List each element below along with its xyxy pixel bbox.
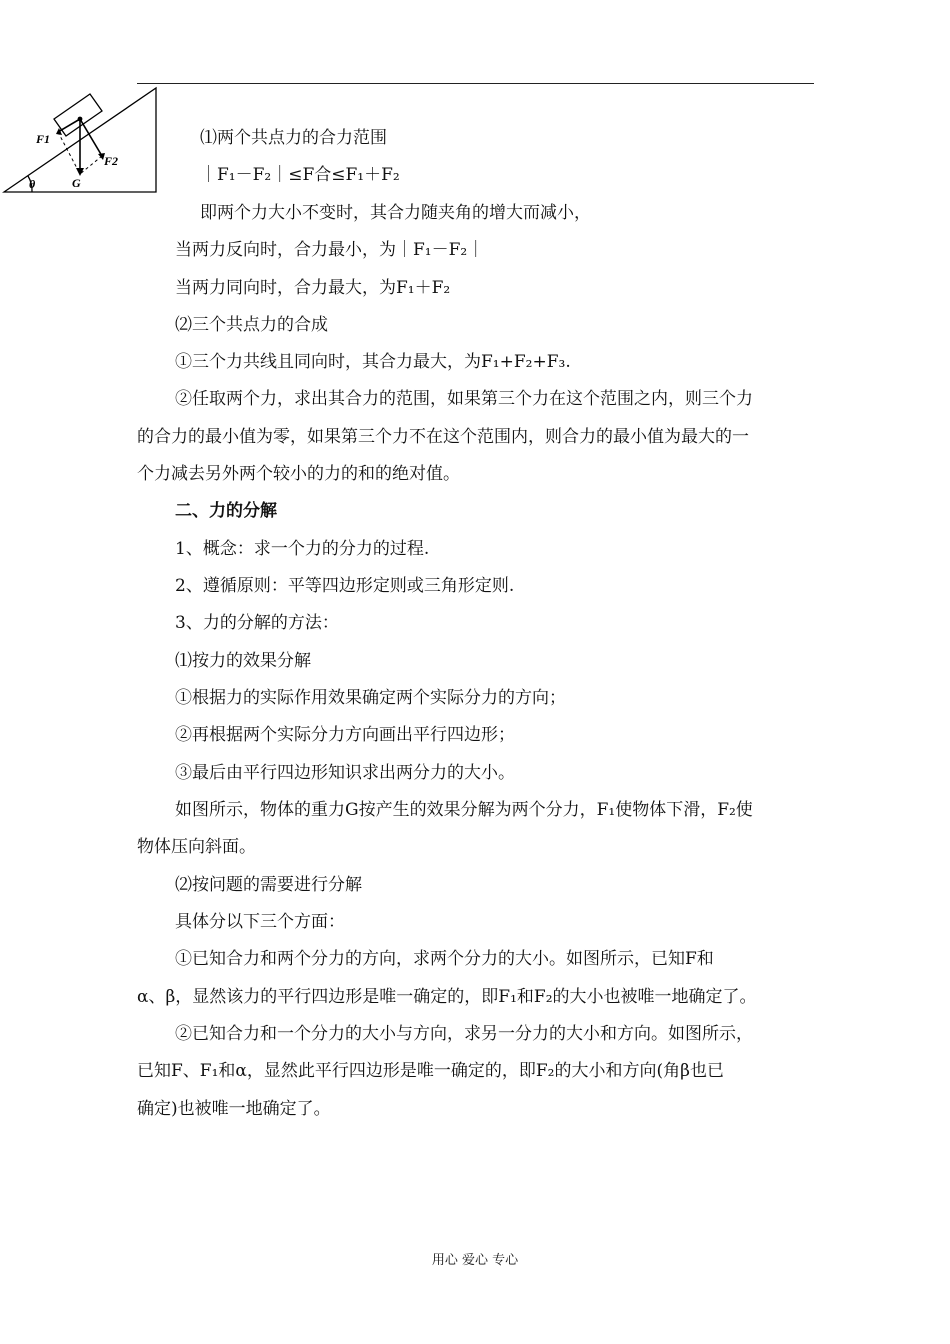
f2-label: F2 xyxy=(104,154,119,168)
f1-arrow xyxy=(58,119,80,132)
item-methods: 3、力的分解的方法： xyxy=(175,613,339,633)
item-concept: 1、概念：求一个力的分力的过程. xyxy=(175,539,430,559)
method2-intro: 具体分以下三个方面： xyxy=(175,912,345,932)
paragraph-max: 当两力同向时，合力最大，为F₁＋F₂ xyxy=(175,278,451,298)
paragraph-min: 当两力反向时，合力最小，为｜F₁－F₂｜ xyxy=(175,240,485,260)
method2-heading: ⑵按问题的需要进行分解 xyxy=(175,875,362,895)
case1-l2: α、β，显然该力的平行四边形是唯一确定的，即F₁和F₂的大小也被唯一地确定了。 xyxy=(137,987,757,1007)
paragraph-angle: 即两个力大小不变时，其合力随夹角的增大而减小， xyxy=(200,203,591,223)
case2-l2: 已知F、F₁和α，显然此平行四边形是唯一确定的，即F₂的大小和方向(角β也已 xyxy=(137,1061,724,1081)
three-force-p2-l1: ②任取两个力，求出其合力的范围，如果第三个力在这个范围之内，则三个力 xyxy=(175,389,753,409)
case2-l3: 确定)也被唯一地确定了。 xyxy=(137,1099,331,1119)
section-title: 二、力的分解 xyxy=(175,501,277,521)
f1-label: F1 xyxy=(36,132,51,146)
combo-range-formula: ｜F₁－F₂｜≤F合≤F₁＋F₂ xyxy=(200,165,400,185)
three-force-heading: ⑵三个共点力的合成 xyxy=(175,315,328,335)
method1-step2: ②再根据两个实际分力方向画出平行四边形； xyxy=(175,725,515,745)
example-l1: 如图所示，物体的重力G按产生的效果分解为两个分力，F₁使物体下滑，F₂使 xyxy=(175,800,753,820)
case2-l1: ②已知合力和一个分力的大小与方向，求另一分力的大小和方向。如图所示， xyxy=(175,1024,753,1044)
combo-range-heading: ⑴两个共点力的合力范围 xyxy=(200,128,387,148)
three-force-p2-l3: 个力减去另外两个较小的力的和的绝对值。 xyxy=(137,464,460,484)
page-footer: 用心 爱心 专心 xyxy=(431,1253,519,1268)
three-force-p2-l2: 的合力的最小值为零，如果第三个力不在这个范围内，则合力的最小值为最大的一 xyxy=(137,427,749,447)
method1-step3: ③最后由平行四边形知识求出两分力的大小。 xyxy=(175,763,515,783)
example-l2: 物体压向斜面。 xyxy=(137,837,256,857)
three-force-p1: ①三个力共线且同向时，其合力最大，为F₁+F₂+F₃. xyxy=(175,352,571,372)
header-rule xyxy=(137,83,814,84)
method1-step1: ①根据力的实际作用效果确定两个实际分力的方向； xyxy=(175,688,566,708)
case1-l1: ①已知合力和两个分力的方向，求两个分力的大小。如图所示，已知F和 xyxy=(175,949,714,969)
g-label: G xyxy=(72,176,81,190)
theta-label: θ xyxy=(29,177,36,191)
method1-heading: ⑴按力的效果分解 xyxy=(175,651,311,671)
item-principle: 2、遵循原则：平等四边形定则或三角形定则. xyxy=(175,576,515,596)
incline-force-diagram xyxy=(2,86,158,196)
